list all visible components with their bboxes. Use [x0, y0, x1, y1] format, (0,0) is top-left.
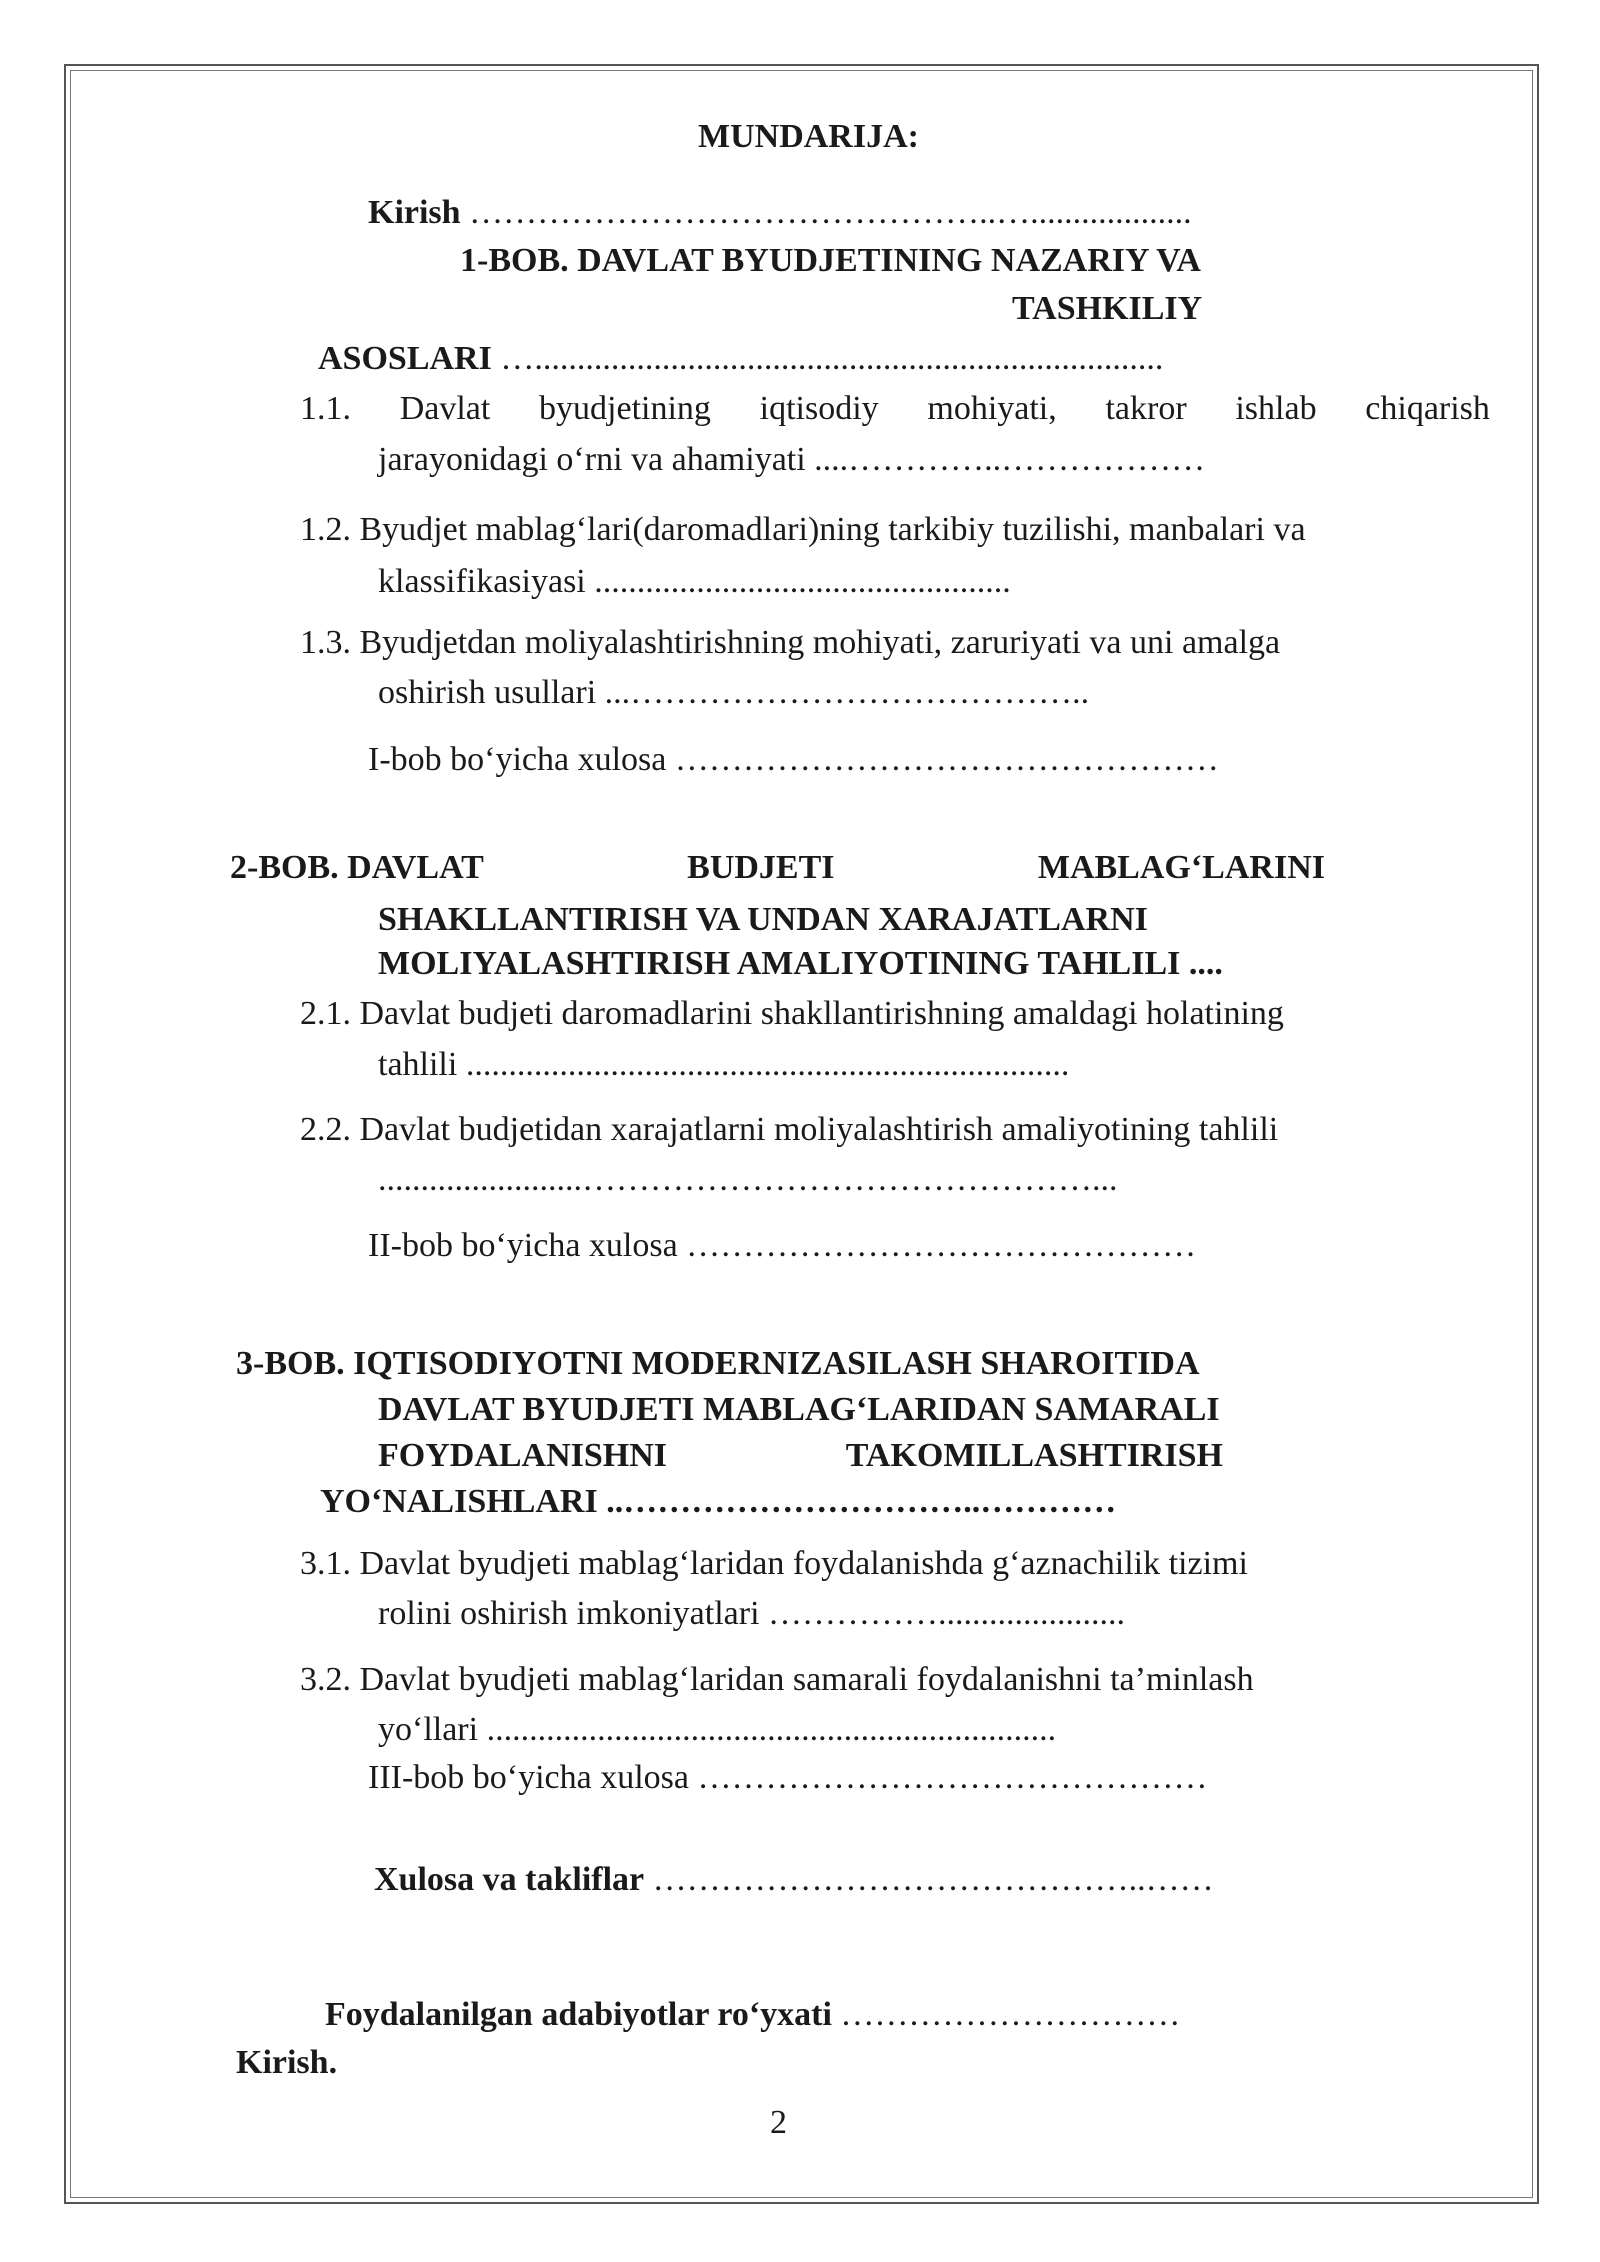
toc-entry-2-2-line1[interactable]: 2.2. Davlat budjetidan xarajatlarni moliyalashtirish amaliyotining tahlili [300, 1111, 1279, 1148]
toc-entry-intro[interactable] [368, 193, 1192, 233]
entry-word: takror [1105, 390, 1187, 427]
chapter2-title-word: 2-BOB. DAVLAT [230, 849, 484, 886]
leader-dots: ….......................................................................... [500, 340, 1164, 377]
entry-word: ishlab [1235, 390, 1317, 427]
chapter2-title-line2[interactable]: SHAKLLANTIRISH VA UNDAN XARAJATLARNI [378, 901, 1148, 938]
entry-word: Davlat [399, 390, 491, 427]
toc-entry-label: Xulosa va takliflar [374, 1861, 645, 1898]
toc-entry-1-3-line2[interactable]: oshirish usullari ...………………………………….. [378, 674, 1090, 711]
toc-entry-1-1-line2[interactable]: jarayonidagi o‘rni va ahamiyati ....…………..……………… [378, 441, 1206, 478]
chapter1-title-line2[interactable]: TASHKILIY [1012, 290, 1203, 327]
chapter1-title-line1[interactable]: 1-BOB. DAVLAT BYUDJETINING NAZARIY VA [460, 242, 1201, 279]
page-number: 2 [770, 2104, 787, 2141]
toc-entry-1-2-line1[interactable]: 1.2. Byudjet mablag‘lari(daromadlari)ning tarkibiy tuzilishi, manbalari va [300, 511, 1306, 548]
chapter3-title-line2[interactable]: DAVLAT BYUDJETI MABLAG‘LARIDAN SAMARALI [378, 1391, 1220, 1428]
entry-word: byudjetining [539, 390, 711, 427]
chapter2-title-line1[interactable] [230, 848, 1325, 888]
toc-entry-2-1-line2[interactable]: tahlili ....................................................................... [378, 1046, 1070, 1083]
toc-entry-2-2-line2[interactable]: ........................………………………………………... [378, 1161, 1118, 1198]
chapter2-title-word: BUDJETI [687, 849, 835, 886]
toc-entry-label: Foydalanilgan adabiyotlar ro‘yxati [325, 1996, 832, 2033]
leader-dots: ………………………………………..…................... [469, 194, 1192, 231]
toc-entry-3-2-line1[interactable]: 3.2. Davlat byudjeti mablag‘laridan samarali foydalanishni ta’minlash [300, 1661, 1254, 1698]
chapter1-title-asoslari: ASOSLARI [318, 340, 492, 377]
leader-dots: ……………………………………..…… [652, 1861, 1214, 1898]
chapter3-title-word: TAKOMILLASHTIRISH [845, 1437, 1223, 1474]
toc-entry-references[interactable] [325, 1995, 1180, 2035]
section-number: 1.1. [300, 390, 351, 427]
toc-entry-3-2-line2[interactable]: yo‘llari ................................................................... [378, 1711, 1057, 1748]
chapter2-title-word: MABLAG‘LARINI [1037, 849, 1325, 886]
toc-entry-1-1[interactable] [300, 389, 1490, 429]
toc-entry-3-1-line1[interactable]: 3.1. Davlat byudjeti mablag‘laridan foydalanishda g‘aznachilik tizimi [300, 1545, 1248, 1582]
kirish-heading: Kirish. [236, 2044, 338, 2081]
chapter3-title-line1[interactable]: 3-BOB. IQTISODIYOTNI MODERNIZASILASH SHAROITIDA [236, 1345, 1200, 1382]
chapter3-title-word: FOYDALANISHNI [378, 1437, 668, 1474]
leader-dots: ………………………… [840, 1996, 1181, 2033]
toc-entry-ch3-summary[interactable]: III-bob bo‘yicha xulosa ……………………………………… [368, 1759, 1208, 1796]
toc-entry-ch1-summary[interactable]: I-bob bo‘yicha xulosa ………………………………………… [368, 741, 1219, 778]
toc-entry-1-3-line1[interactable]: 1.3. Byudjetdan moliyalashtirishning mohiyati, zaruriyati va uni amalga [300, 624, 1281, 661]
chapter2-title-line3[interactable]: MOLIYALASHTIRISH AMALIYOTINING TAHLILI .... [378, 945, 1223, 982]
chapter3-title-line4[interactable]: YO‘NALISHLARI ..…………………………..………… [320, 1483, 1117, 1520]
entry-word: mohiyati, [927, 390, 1057, 427]
chapter3-title-line3[interactable] [378, 1436, 1223, 1476]
toc-entry-ch2-summary[interactable]: II-bob bo‘yicha xulosa ……………………………………… [368, 1227, 1197, 1264]
entry-word: chiqarish [1365, 390, 1490, 427]
toc-entry-3-1-line2[interactable]: rolini oshirish imkoniyatlari ……………...................... [378, 1595, 1126, 1632]
toc-entry-1-2-line2[interactable]: klassifikasiyasi ................................................. [378, 563, 1011, 600]
chapter1-title-line3[interactable] [318, 339, 1163, 379]
toc-title: MUNDARIJA: [698, 118, 919, 155]
entry-word: iqtisodiy [759, 390, 879, 427]
toc-entry-2-1-line1[interactable]: 2.1. Davlat budjeti daromadlarini shakllantirishning amaldagi holatining [300, 995, 1284, 1032]
toc-entry-conclusion[interactable] [374, 1860, 1214, 1900]
toc-entry-label: Kirish [368, 194, 461, 231]
